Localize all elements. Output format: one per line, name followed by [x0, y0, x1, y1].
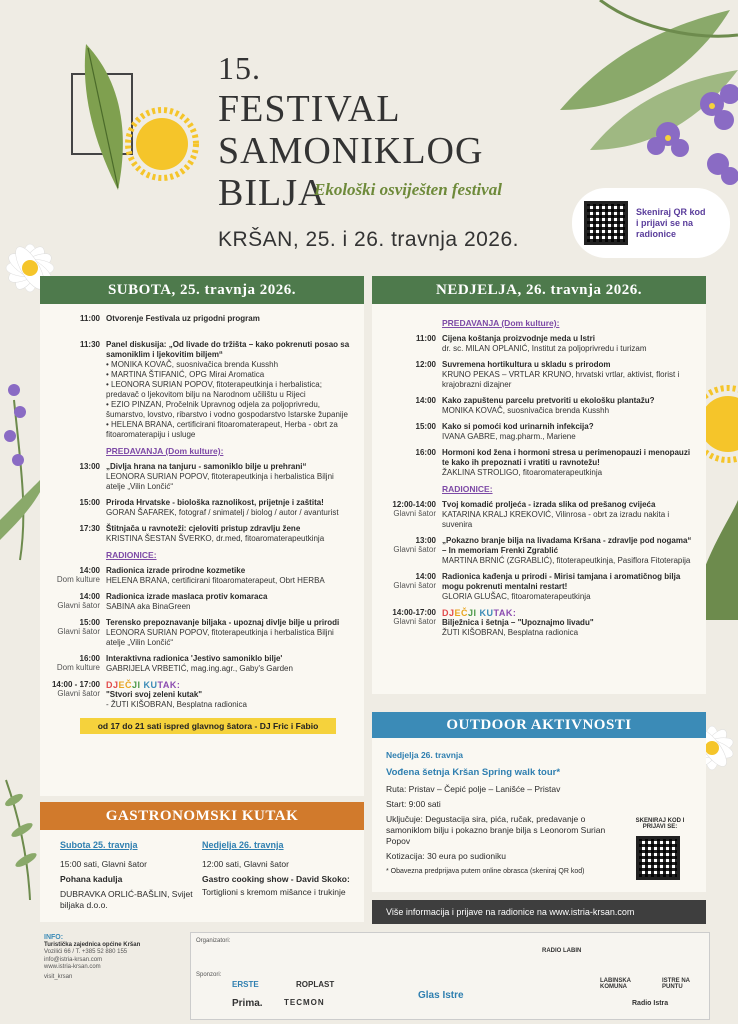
- walk-price: Kotizacija: 30 eura po sudioniku: [386, 851, 507, 861]
- partner-logo-erste: ERSTE: [232, 980, 259, 989]
- walk-route: Ruta: Pristav – Čepić polje – Lanišće – Pristav: [386, 784, 561, 794]
- saturday-heading: SUBOTA, 25. travnja 2026.: [40, 276, 364, 304]
- info-bar-text[interactable]: Više informacija i prijave na radionice na www.istria-krsan.com: [386, 907, 635, 917]
- outdoor-qr-label: SKENIRAJ KOD I PRIJAVI SE:: [635, 818, 685, 830]
- event-location: Glavni šator: [393, 581, 436, 590]
- event-description: ŽAKLINA STROLIGO, fitoaromaterapeutkinja: [442, 468, 603, 477]
- event-time: 13:00: [79, 462, 100, 471]
- event-title: Štitnjača u ravnoteži: cjeloviti pristup zdravlju žene: [106, 524, 301, 533]
- event-details: [106, 314, 352, 324]
- event-details: [442, 500, 696, 530]
- partner-logo-roplast: ROPLAST: [296, 980, 335, 989]
- outdoor-qr-code[interactable]: [636, 836, 680, 880]
- title-line-2: SAMONIKLOG: [218, 130, 484, 172]
- partner-logo-istre-na-puntu: ISTRE NA PUNTU: [662, 978, 690, 990]
- event-time: 11:30: [79, 340, 100, 349]
- info-email[interactable]: info@istria-krsan.com: [44, 956, 103, 963]
- event-details: [442, 334, 696, 354]
- event-location: Dom kulture: [56, 663, 100, 672]
- event-description: ŽUTI KIŠOBRAN, Besplatna radionica: [442, 628, 579, 637]
- event-time: 14:00 - 17:00 Glavni šator: [40, 680, 100, 698]
- event-description: LEONORA SURIAN POPOV, fitoterapeutkinja i herbalistica Biljni atelje „Vilin Lončić“: [106, 472, 334, 491]
- section-label: PREDAVANJA (Dom kulture):: [106, 446, 224, 456]
- event-time: 11:00: [415, 334, 436, 343]
- panel-speaker: • MARTINA ŠTIFANIĆ, OPG Mirai Aromatica: [106, 370, 265, 379]
- gastro-heading: GASTRONOMSKI KUTAK: [40, 802, 364, 830]
- gastro-sunday-time: 12:00 sati, Glavni šator: [202, 859, 289, 869]
- event-description: GORAN ŠAFAREK, fotograf / snimatelj / biolog / autor / avanturist: [106, 508, 339, 517]
- event-details: [442, 448, 696, 478]
- event-details: [106, 654, 352, 674]
- partner-logo-radio-labin: RADIO LABIN: [542, 948, 582, 954]
- event-time: 16:00 Dom kulture: [40, 654, 100, 672]
- organizers-label: Organizatori:: [196, 938, 231, 944]
- gastro-saturday-title: Subota 25. travnja: [60, 840, 138, 850]
- event-title: "Stvori svoj zeleni kutak": [106, 690, 203, 699]
- event-time: 16:00: [415, 448, 436, 457]
- event-title: Interaktivna radionica 'Jestivo samoniklo bilje': [106, 654, 283, 663]
- qr-signup-text: Skeniraj QR kod i prijavi se na radionice: [636, 206, 706, 239]
- kids-corner-label: DJEČJI KUTAK:: [106, 680, 181, 690]
- kids-corner-label: DJEČJI KUTAK:: [442, 608, 517, 618]
- event-time: 12:00: [415, 360, 436, 369]
- event-time: 15:00 Glavni šator: [40, 618, 100, 636]
- gastro-sunday-item: Gastro cooking show - David Skoko:: [202, 874, 350, 884]
- section-label: PREDAVANJA (Dom kulture):: [442, 318, 560, 328]
- dj-evening-bar: od 17 do 21 sati ispred glavnog šatora - DJ Fric i Fabio: [80, 718, 336, 734]
- title-line-3: BILJA: [218, 172, 327, 214]
- footer: [0, 928, 738, 1024]
- partner-logo-tecmon: TECMON: [284, 998, 325, 1007]
- event-description: LEONORA SURIAN POPOV, fitoterapeutkinja i herbalistica Biljni atelje „Vilin Lončić“: [106, 628, 334, 647]
- gastro-saturday-item: Pohana kadulja: [60, 874, 123, 884]
- event-details: [106, 340, 352, 440]
- event-description: HELENA BRANA, certificirani fitoaromaterapeut, Obrt HERBA: [106, 576, 325, 585]
- panel-speaker: • HELENA BRANA, certificirani fitoaromaterapeut, Herba - obrt za fitoaromaterapiju i usluge: [106, 420, 338, 439]
- event-title: Otvorenje Festivala uz prigodni program: [106, 314, 260, 323]
- info-address: Vozilići 66 / T. +385 52 880 155: [44, 949, 128, 955]
- event-details: [106, 680, 352, 710]
- event-description: - ŽUTI KIŠOBRAN, Besplatna radionica: [106, 700, 247, 709]
- event-details: [106, 592, 352, 612]
- event-time: 11:00: [79, 314, 100, 323]
- event-title: Tvoj komadić proljeća - izrada slika od prešanog cvijeća: [442, 500, 656, 509]
- subtitle: Ekološki osviješten festival: [314, 180, 502, 199]
- event-dates: KRŠAN, 25. i 26. travnja 2026.: [218, 228, 519, 251]
- event-time: 13:00 Glavni šator: [376, 536, 436, 554]
- event-location: Glavni šator: [57, 627, 100, 636]
- gastro-saturday-time: 15:00 sati, Glavni šator: [60, 859, 147, 869]
- info-bar[interactable]: [372, 900, 706, 924]
- event-details: [106, 498, 352, 518]
- event-time: 14:00 Dom kulture: [40, 566, 100, 584]
- event-time: 15:00: [79, 498, 100, 507]
- event-time: 15:00: [415, 422, 436, 431]
- event-location: Glavni šator: [393, 509, 436, 518]
- partner-logo-labinska-komuna: LABINSKA KOMUNA: [600, 978, 631, 990]
- event-title: Kako si pomoći kod urinarnih infekcija?: [442, 422, 594, 431]
- event-details: [442, 608, 696, 638]
- event-location: Glavni šator: [57, 601, 100, 610]
- event-time: 12:00-14:00 Glavni šator: [376, 500, 436, 518]
- event-title: Radionica izrade prirodne kozmetike: [106, 566, 246, 575]
- sponsors-label: Sponzori:: [196, 972, 222, 978]
- event-time: 17:30: [79, 524, 100, 533]
- event-title: „Divlja hrana na tanjuru - samoniklo bilje u prehrani“: [106, 462, 307, 471]
- outdoor-panel: [372, 712, 706, 892]
- event-description: KATARINA KRALJ KREKOVIĆ, Vilinrosa - obrt za izradu nakita i suvenira: [442, 510, 670, 529]
- event-details: [442, 360, 696, 390]
- event-details: [442, 396, 696, 416]
- gastro-panel: [40, 802, 364, 922]
- event-location: Dom kulture: [56, 575, 100, 584]
- event-description: MARTINA BRNIĆ (ZGRABLIĆ), fitoterapeutkinja, Pasiflora Fitoterapija: [442, 556, 691, 565]
- info-label: INFO:: [44, 934, 64, 941]
- event-details: [106, 566, 352, 586]
- event-details: [106, 462, 352, 492]
- partner-logo-radio-istra: Radio Istra: [632, 1000, 669, 1007]
- panel-speaker: • EZIO PINZAN, Pročelnik Upravnog odjela za poljoprivredu, šumarstvo, lovstvo, ribarstvo i vodno gospodarstvo Istarske županije: [106, 400, 348, 419]
- event-title: „Pokazno branje bilja na livadama Kršana - zdravlje pod nogama“ – In memoriam Frenki Zgrablić: [442, 536, 692, 555]
- info-social[interactable]: visit_krsan: [44, 973, 73, 980]
- walk-includes: Uključuje: Degustacija sira, pića, ručak, predavanje o samoniklom bilju i pokazno branje bilja s Leonorom Surian Popov: [386, 814, 606, 846]
- outdoor-heading: OUTDOOR AKTIVNOSTI: [372, 712, 706, 738]
- event-title: Kako zapuštenu parcelu pretvoriti u ekološku plantažu?: [442, 396, 655, 405]
- event-description: dr. sc. MILAN OPLANIĆ, Institut za poljoprivredu i turizam: [442, 344, 647, 353]
- event-location: Glavni šator: [393, 545, 436, 554]
- event-title: Bilježnica i šetnja – "Upoznajmo livadu": [442, 618, 594, 627]
- edition-number: 15.: [218, 50, 261, 86]
- event-title: Radionica kađenja u prirodi - Mirisi tamjana i aromatičnog bilja mogu pokrenuti mentalni restart!: [442, 572, 681, 591]
- event-details: [442, 572, 696, 602]
- event-description: GLORIA GLUŠAC, fitoaromaterapeutkinja: [442, 592, 591, 601]
- gastro-sunday-title: Nedjelja 26. travnja: [202, 840, 284, 850]
- panel-speaker: • MONIKA KOVAČ, suosnivačica brenda Kusshh: [106, 360, 279, 369]
- info-org: Turistička zajednica općine Kršan: [44, 941, 141, 948]
- event-title: Suvremena hortikultura u skladu s prirodom: [442, 360, 611, 369]
- event-details: [442, 422, 696, 442]
- event-time: 14:00 Glavni šator: [40, 592, 100, 610]
- event-description: MONIKA KOVAČ, suosnivačica brenda Kusshh: [442, 406, 610, 415]
- event-location: Glavni šator: [393, 617, 436, 626]
- title-line-1: FESTIVAL: [218, 88, 401, 130]
- event-title: Hormoni kod žena i hormoni stresa u perimenopauzi i menopauzi te kako ih prepoznati i vratiti u ravnotežu!: [442, 448, 691, 467]
- qr-code-icon[interactable]: [584, 201, 628, 245]
- event-details: [106, 618, 352, 648]
- event-title: Terensko prepoznavanje biljaka - upoznaj divlje bilje u prirodi: [106, 618, 340, 627]
- event-time: 14:00 Glavni šator: [376, 572, 436, 590]
- qr-signup-badge[interactable]: [572, 188, 730, 258]
- event-title: Radionica izrade maslaca protiv komaraca: [106, 592, 268, 601]
- section-label: RADIONICE:: [106, 550, 157, 560]
- event-time: 14:00: [415, 396, 436, 405]
- event-description: GABRIJELA VRBETIĆ, mag.ing.agr., Gaby's Garden: [106, 664, 293, 673]
- panel-speaker: • LEONORA SURIAN POPOV, fitoterapeutkinja i herbalistica; predavač o ljekovitom bilju na Narodnom učilištu u Rijeci: [106, 380, 322, 399]
- outdoor-date: Nedjelja 26. travnja: [386, 750, 464, 760]
- event-description: KRUNO PEKAS – VRTLAR KRUNO, hrvatski vrtlar, aktivist, florist i krajobrazni dizajner: [442, 370, 680, 389]
- partner-logo-glas-istre: Glas Istre: [418, 990, 464, 1001]
- walk-tour-title: Vođena šetnja Kršan Spring walk tour*: [386, 767, 561, 778]
- event-details: [106, 524, 352, 544]
- partner-logo-prima: Prima.: [232, 998, 263, 1009]
- event-location: Glavni šator: [57, 689, 100, 698]
- event-description: IVANA GABRE, mag.pharm., Mariene: [442, 432, 576, 441]
- event-description: KRISTINA ŠESTAN ŠVERKO, dr.med, fitoaromaterapeutkinja: [106, 534, 325, 543]
- event-title: Priroda Hrvatske - biološka raznolikost, prijetnje i zaštita!: [106, 498, 324, 507]
- info-web[interactable]: www.istria-krsan.com: [44, 964, 101, 970]
- sunday-heading: NEDJELJA, 26. travnja 2026.: [372, 276, 706, 304]
- section-label: RADIONICE:: [442, 484, 493, 494]
- walk-note: * Obavezna predprijava putem online obrasca (skeniraj QR kod): [386, 868, 585, 875]
- event-title: Cijena koštanja proizvodnje meda u Istri: [442, 334, 595, 343]
- event-title: Panel diskusija: „Od livade do tržišta – kako pokrenuti posao sa samoniklim i ljekovitim biljem“: [106, 340, 350, 359]
- event-description: SABINA aka BinaGreen: [106, 602, 191, 611]
- event-details: [442, 536, 696, 566]
- gastro-saturday-desc: DUBRAVKA ORLIĆ-BAŠLIN, Svijet biljaka d.o.o.: [60, 889, 193, 910]
- event-time: 14:00-17:00 Glavni šator: [376, 608, 436, 626]
- gastro-sunday-desc: Tortiglioni s kremom mišance i trukinje: [202, 887, 346, 897]
- walk-start: Start: 9:00 sati: [386, 799, 441, 809]
